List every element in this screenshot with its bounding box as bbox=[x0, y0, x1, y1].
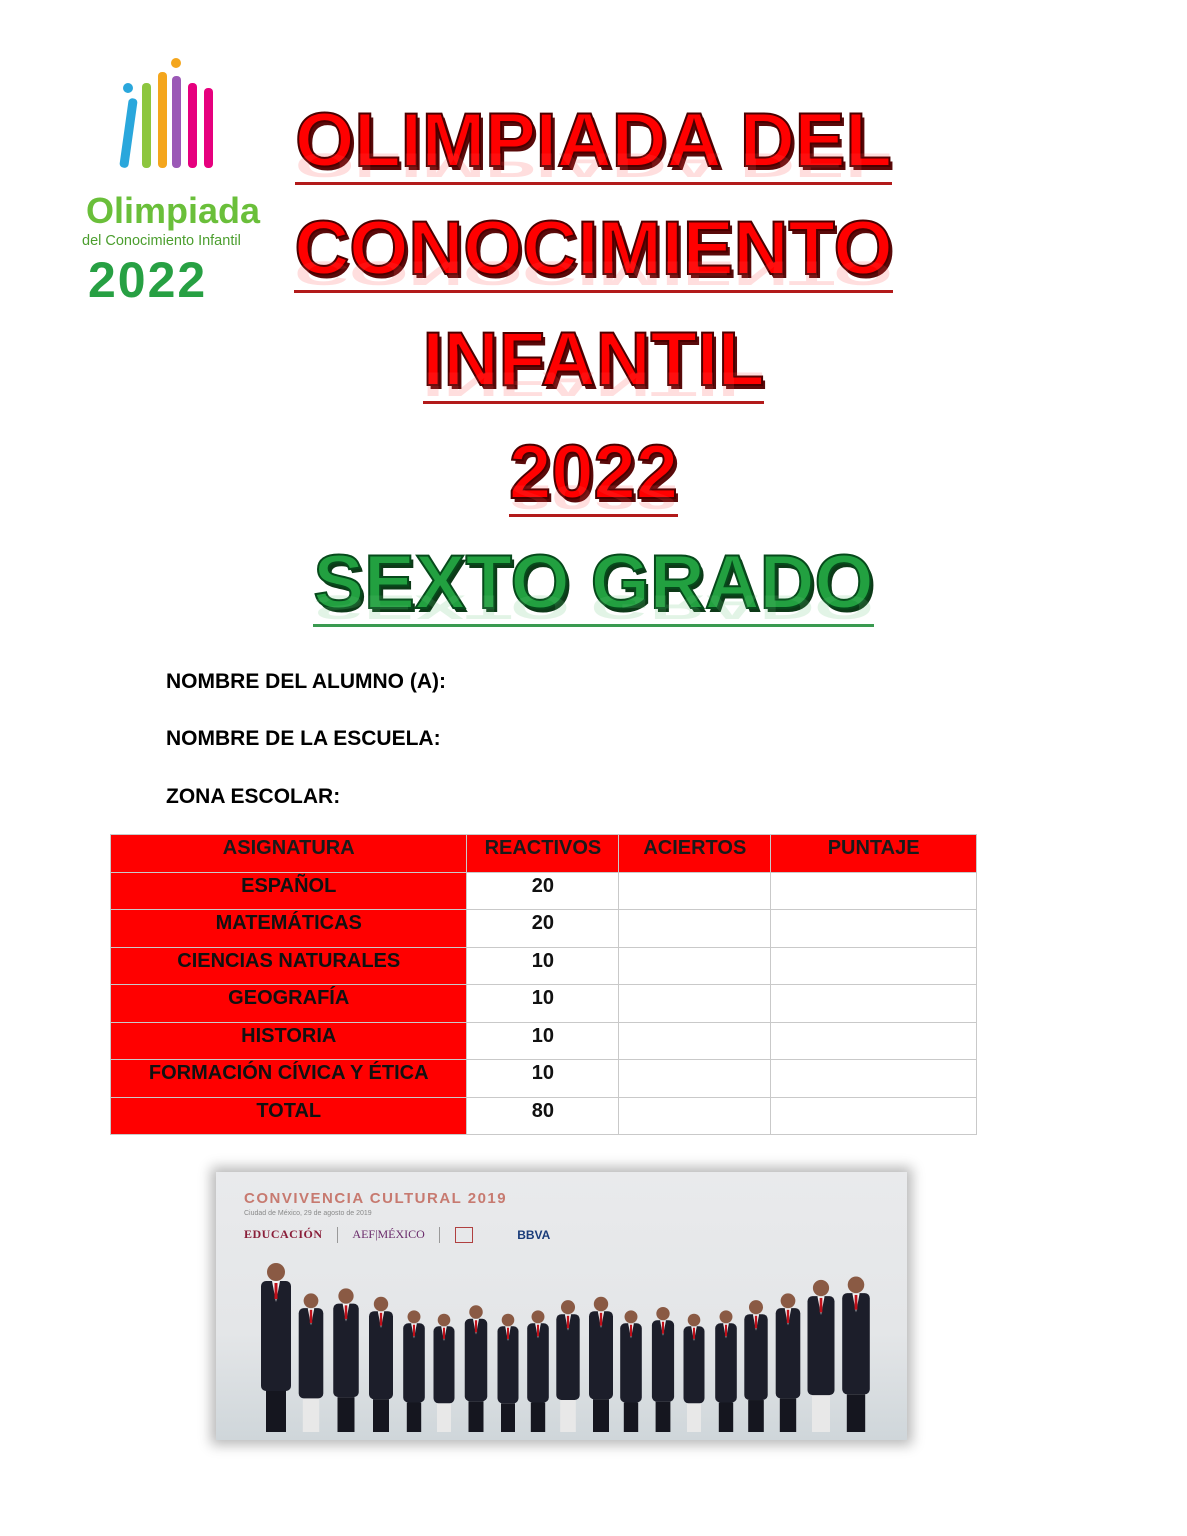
grade-title bbox=[0, 540, 1187, 627]
title-line-2-text: CONOCIMIENTO CONOCIMIENTO bbox=[294, 211, 892, 293]
subject-cell: ESPAÑOL bbox=[111, 872, 467, 910]
photo-sponsor-logos bbox=[244, 1226, 560, 1246]
header-items: REACTIVOS bbox=[467, 835, 619, 873]
score-cell bbox=[771, 1060, 977, 1098]
person-figure bbox=[744, 1300, 767, 1432]
logo-divider bbox=[337, 1227, 338, 1243]
title-line-1-text: OLIMPIADA DEL OLIMPIADA DEL bbox=[295, 103, 892, 185]
correct-cell bbox=[619, 1060, 771, 1098]
items-cell: 10 bbox=[467, 1022, 619, 1060]
total-score-cell bbox=[771, 1097, 977, 1135]
title-year-text: 2022 2022 bbox=[509, 435, 678, 517]
bbva-logo: BBVA bbox=[517, 1227, 551, 1242]
student-name-label: NOMBRE DEL ALUMNO (A): bbox=[166, 670, 446, 693]
person-figure bbox=[261, 1263, 291, 1432]
title-line-3 bbox=[0, 317, 1187, 404]
correct-cell bbox=[619, 1022, 771, 1060]
grade-title-text: SEXTO GRADO SEXTO GRADO bbox=[313, 545, 873, 627]
person-figure bbox=[715, 1310, 737, 1432]
items-cell: 10 bbox=[467, 985, 619, 1023]
table-row bbox=[111, 872, 977, 910]
aef-mexico-logo: AEF|MÉXICO bbox=[352, 1227, 425, 1242]
score-cell bbox=[771, 985, 977, 1023]
group-photo bbox=[216, 1172, 907, 1440]
table-row bbox=[111, 910, 977, 948]
title-line-1 bbox=[0, 98, 1187, 185]
logo-subtitle: del Conocimiento Infantil bbox=[82, 233, 241, 249]
school-name-label: NOMBRE DE LA ESCUELA: bbox=[166, 727, 441, 750]
students-group-illustration bbox=[216, 1252, 907, 1440]
header-score: PUNTAJE bbox=[771, 835, 977, 873]
person-figure bbox=[434, 1314, 455, 1432]
table-header-row bbox=[111, 835, 977, 873]
person-figure bbox=[684, 1314, 705, 1432]
person-figure bbox=[299, 1293, 324, 1432]
photo-banner-title: CONVIVENCIA CULTURAL 2019 bbox=[244, 1190, 508, 1207]
correct-cell bbox=[619, 872, 771, 910]
score-cell bbox=[771, 872, 977, 910]
person-figure bbox=[498, 1314, 519, 1432]
photo-banner-subtitle: Ciudad de México, 29 de agosto de 2019 bbox=[244, 1210, 372, 1217]
title-line-3-text: INFANTIL INFANTIL bbox=[423, 322, 765, 404]
correct-cell bbox=[619, 947, 771, 985]
person-figure bbox=[369, 1297, 393, 1432]
person-figure bbox=[808, 1280, 835, 1432]
school-zone-label: ZONA ESCOLAR: bbox=[166, 785, 341, 808]
correct-cell bbox=[619, 910, 771, 948]
title-year bbox=[0, 430, 1187, 517]
person-figure bbox=[465, 1305, 488, 1432]
person-figure bbox=[333, 1288, 359, 1432]
items-cell: 20 bbox=[467, 872, 619, 910]
table-total-row bbox=[111, 1097, 977, 1135]
score-cell bbox=[771, 1022, 977, 1060]
crest-icon bbox=[455, 1227, 473, 1243]
table-row bbox=[111, 1060, 977, 1098]
total-label-cell: TOTAL bbox=[111, 1097, 467, 1135]
person-figure bbox=[403, 1310, 425, 1432]
logo-word: Olimpiada bbox=[86, 190, 261, 231]
total-items-cell: 80 bbox=[467, 1097, 619, 1135]
person-figure bbox=[556, 1300, 579, 1432]
items-cell: 20 bbox=[467, 910, 619, 948]
table-row bbox=[111, 947, 977, 985]
subject-cell: FORMACIÓN CÍVICA Y ÉTICA bbox=[111, 1060, 467, 1098]
header-correct: ACIERTOS bbox=[619, 835, 771, 873]
person-figure bbox=[620, 1310, 642, 1432]
table-row bbox=[111, 1022, 977, 1060]
items-cell: 10 bbox=[467, 1060, 619, 1098]
score-table bbox=[110, 834, 977, 1135]
subject-cell: GEOGRAFÍA bbox=[111, 985, 467, 1023]
subject-cell: CIENCIAS NATURALES bbox=[111, 947, 467, 985]
score-cell bbox=[771, 910, 977, 948]
subject-cell: HISTORIA bbox=[111, 1022, 467, 1060]
score-cell bbox=[771, 947, 977, 985]
items-cell: 10 bbox=[467, 947, 619, 985]
person-figure bbox=[589, 1297, 613, 1432]
person-figure bbox=[527, 1310, 549, 1432]
total-correct-cell bbox=[619, 1097, 771, 1135]
subject-cell: MATEMÁTICAS bbox=[111, 910, 467, 948]
person-figure bbox=[776, 1293, 801, 1432]
person-figure bbox=[842, 1277, 870, 1432]
header-subject: ASIGNATURA bbox=[111, 835, 467, 873]
correct-cell bbox=[619, 985, 771, 1023]
person-figure bbox=[652, 1307, 674, 1432]
logo-year: 2022 bbox=[88, 252, 208, 308]
educacion-logo: EDUCACIÓN bbox=[244, 1227, 323, 1242]
table-row bbox=[111, 985, 977, 1023]
logo-divider bbox=[439, 1227, 440, 1243]
